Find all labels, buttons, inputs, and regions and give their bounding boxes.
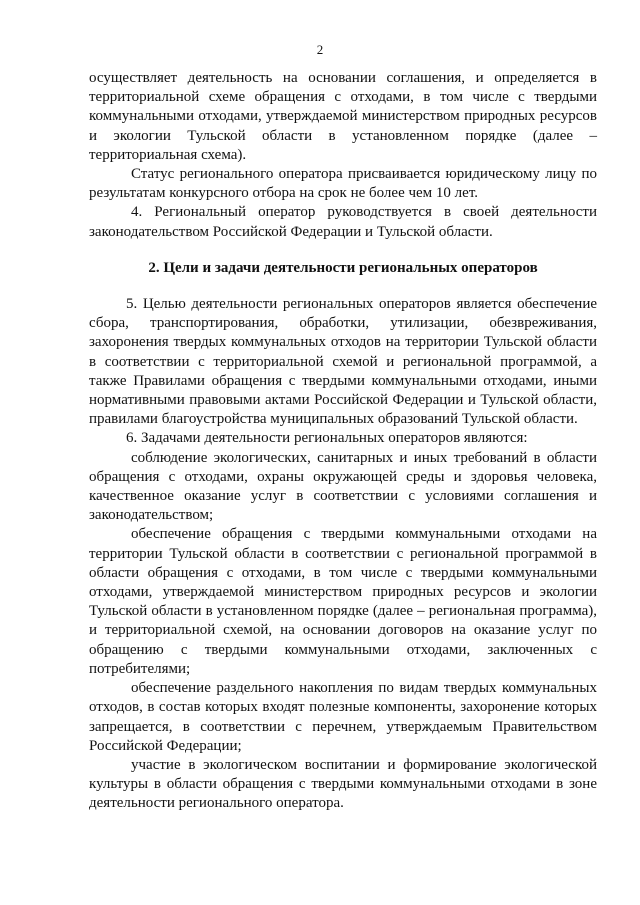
section-heading: 2. Цели и задачи деятельности региональных операторов bbox=[148, 259, 538, 276]
paragraph-status: Статус регионального оператора присваивается юридическому лицу по результатам конкурсного отбора на срок не более чем 10 лет. bbox=[89, 166, 597, 202]
paragraph-continuation: осуществляет деятельность на основании соглашения, и определяется в территориальной схеме обращения с отходами, в том числе с твердыми коммунальными отходами, утверждаемой министерством природных ресурсов и экологии Тульской области в установленном порядке (далее – территориальная схема). bbox=[89, 70, 597, 163]
paragraph-item-5: 5. Целью деятельности региональных операторов является обеспечение сбора, транспортирования, обработки, утилизации, обезвреживания, захоронения твердых коммунальных отходов на территории Тульской области в соответствии с территориальной схемой и региональной программой, а также Правилами обращения с твердыми коммунальными отходами, иными нормативными правовыми актами Российской Федерации и Тульской области, правилами благоустройства муниципальных образований Тульской области. bbox=[89, 296, 597, 428]
list-item-separate-collection: обеспечение раздельного накопления по видам твердых коммунальных отходов, в состав которых входят полезные компоненты, захоронение которых запрещается, в соответствии с перечнем, утверждаемым Правительством Российской Федерации; bbox=[89, 680, 597, 754]
list-item-waste-handling: обеспечение обращения с твердыми коммунальными отходами на территории Тульской области в соответствии с региональной программой в области обращения с отходами, в том числе с твердыми коммунальными отходами, утверждаемой министерством природных ресурсов и экологии Тульской области в установленном порядке (далее – региональная программа), и территориальной схемой, на основании договоров на оказание услуг по обращению с твердыми коммунальными отходами, заключенных с потребителями; bbox=[89, 526, 597, 677]
list-item-ecological-education: участие в экологическом воспитании и формирование экологической культуры в области обращения с твердыми коммунальными отходами в зоне деятельности регионального оператора. bbox=[89, 756, 597, 812]
list-item-compliance: соблюдение экологических, санитарных и иных требований в области обращения с отходами, охраны окружающей среды и здоровья человека, качественное оказание услуг в соответствии с условиями соглашения и законодательством; bbox=[89, 449, 597, 524]
page-number: 2 bbox=[316, 42, 324, 57]
paragraph-item-4: 4. Региональный оператор руководствуется в своей деятельности законодательством Российской Федерации и Тульской области. bbox=[89, 204, 597, 240]
paragraph-item-6: 6. Задачами деятельности региональных операторов являются: bbox=[126, 430, 528, 447]
document-body bbox=[89, 69, 597, 814]
